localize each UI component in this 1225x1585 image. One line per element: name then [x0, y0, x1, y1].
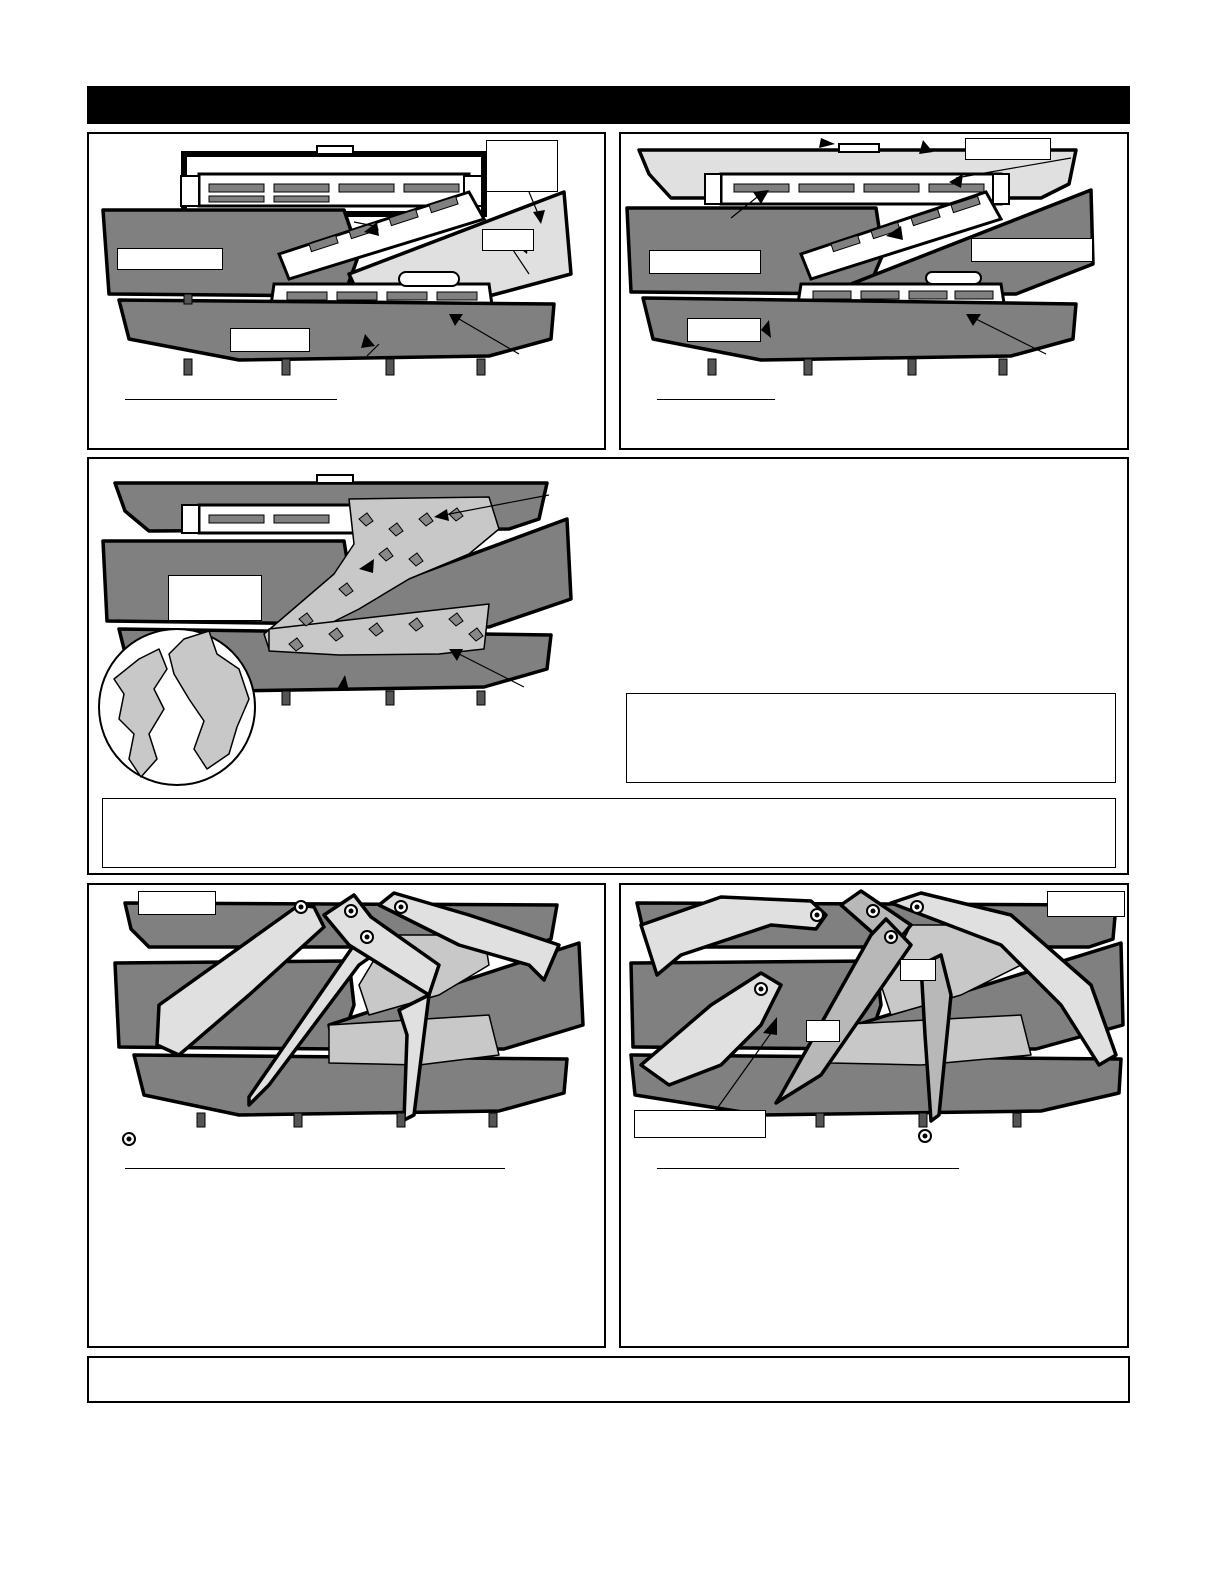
fig2-label-top-right [965, 138, 1051, 160]
figure-5-illustration [621, 885, 1131, 1145]
fig2-label-right [971, 238, 1093, 262]
screw-icon [917, 1128, 933, 1144]
figure-3-illustration [89, 459, 589, 799]
fig1-label-top-right [486, 140, 558, 192]
fig4-caption-rule [125, 1168, 505, 1169]
fig2-label-bottom [687, 318, 761, 342]
fig2-label-left [649, 250, 761, 274]
fig1-label-bottom [230, 328, 310, 352]
fig5-label-small-2 [806, 1020, 840, 1042]
fig4-label-top-left [138, 891, 216, 915]
header-bar [87, 86, 1130, 124]
fig1-caption-rule [125, 399, 337, 400]
fig1-label-left [117, 248, 223, 270]
fig3-label-left [168, 575, 262, 621]
fig5-label-top-right [1047, 891, 1125, 917]
fig5-label-small-1 [900, 959, 936, 981]
fig5-caption-rule [657, 1168, 959, 1169]
screw-icon [121, 1131, 137, 1147]
fig2-caption-rule [657, 399, 775, 400]
figure-4-panel [87, 883, 606, 1348]
figure-3-panel [87, 457, 1129, 875]
fig5-label-bottom-left [634, 1110, 766, 1138]
fig1-label-mid-right [482, 229, 534, 251]
figure-4-illustration [89, 885, 608, 1145]
figure-5-panel [619, 883, 1129, 1348]
figure-2-illustration [621, 134, 1131, 452]
fig3-note-box [626, 693, 1116, 783]
figure-1-panel [87, 132, 606, 450]
fig3-wide-note [102, 798, 1116, 868]
figure-2-panel [619, 132, 1129, 450]
ember-magnifier-icon [99, 629, 255, 785]
footer-note-box [87, 1356, 1130, 1403]
